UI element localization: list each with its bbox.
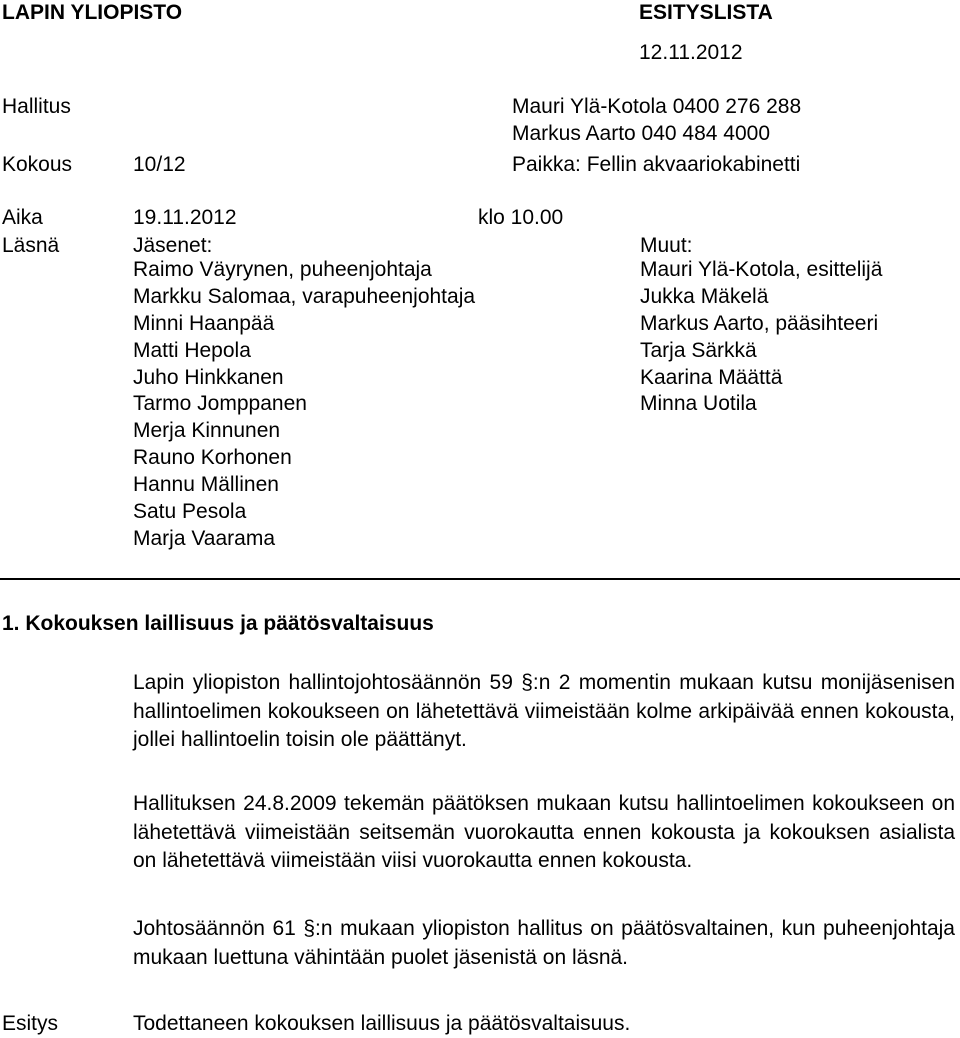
contact-line: Markus Aarto 040 484 4000	[512, 122, 771, 145]
time-label: Aika	[2, 206, 43, 229]
member-item: Matti Hepola	[133, 338, 251, 362]
contact-line: Mauri Ylä-Kotola 0400 276 288	[512, 95, 802, 118]
member-item: Rauno Korhonen	[133, 446, 292, 470]
proposal-text: Todettaneen kokouksen laillisuus ja päätösvaltaisuus.	[133, 1012, 631, 1035]
other-attendee-item: Minna Uotila	[640, 392, 757, 416]
meeting-place: Paikka: Fellin akvaariokabinetti	[512, 153, 801, 176]
other-attendee-item: Tarja Särkkä	[640, 338, 757, 362]
member-item: Juho Hinkkanen	[133, 365, 284, 389]
member-item: Hannu Mällinen	[133, 473, 279, 497]
meeting-number: 10/12	[133, 153, 186, 176]
member-item: Minni Haanpää	[133, 311, 275, 335]
university-name: LAPIN YLIOPISTO	[2, 1, 183, 24]
members-list	[133, 257, 475, 553]
attendance-label: Läsnä	[2, 234, 60, 257]
members-header: Jäsenet:	[133, 234, 213, 257]
document-date: 12.11.2012	[639, 41, 743, 64]
others-header: Muut:	[640, 234, 693, 257]
meeting-time: klo 10.00	[478, 206, 564, 229]
meeting-label: Kokous	[2, 153, 73, 176]
paragraph: Hallituksen 24.8.2009 tekemän päätöksen mukaan kutsu hallintoelimen kokoukseen on lähetettävä viimeistään seitsemän vuorokautta ennen kokousta ja kokouksen asialista on lähetettävä viimeistään viisi vuorokautta ennen kokousta.	[133, 792, 955, 872]
board-label: Hallitus	[2, 95, 71, 118]
paragraph: Lapin yliopiston hallintojohtosäännön 59 §:n 2 momentin mukaan kutsu monijäsenisen hallintoelimen kokoukseen on lähetettävä viimeistään kolme arkipäivää ennen kokousta, jollei hallintoelin toisin ole päättänyt.	[133, 671, 955, 751]
meeting-date: 19.11.2012	[133, 206, 237, 229]
member-item: Merja Kinnunen	[133, 419, 281, 443]
section-divider	[0, 578, 960, 580]
member-item: Raimo Väyrynen, puheenjohtaja	[133, 258, 432, 281]
member-item: Markku Salomaa, varapuheenjohtaja	[133, 284, 476, 308]
proposal-label: Esitys	[2, 1012, 59, 1035]
paragraph: Johtosäännön 61 §:n mukaan yliopiston hallitus on päätösvaltainen, kun puheenjohtaja mukaan luettuna vähintään puolet jäsenistä on läsnä.	[133, 917, 955, 969]
other-attendee-item: Markus Aarto, pääsihteeri	[640, 311, 879, 335]
other-attendee-item: Mauri Ylä-Kotola, esittelijä	[640, 258, 883, 281]
member-item: Tarmo Jomppanen	[133, 392, 307, 416]
member-item: Marja Vaarama	[133, 526, 275, 550]
other-attendee-item: Kaarina Määttä	[640, 365, 783, 389]
others-list	[640, 257, 882, 418]
member-item: Satu Pesola	[133, 500, 247, 524]
other-attendee-item: Jukka Mäkelä	[640, 284, 769, 308]
section-heading: 1. Kokouksen laillisuus ja päätösvaltaisuus	[2, 612, 434, 635]
document-type: ESITYSLISTA	[639, 1, 773, 24]
